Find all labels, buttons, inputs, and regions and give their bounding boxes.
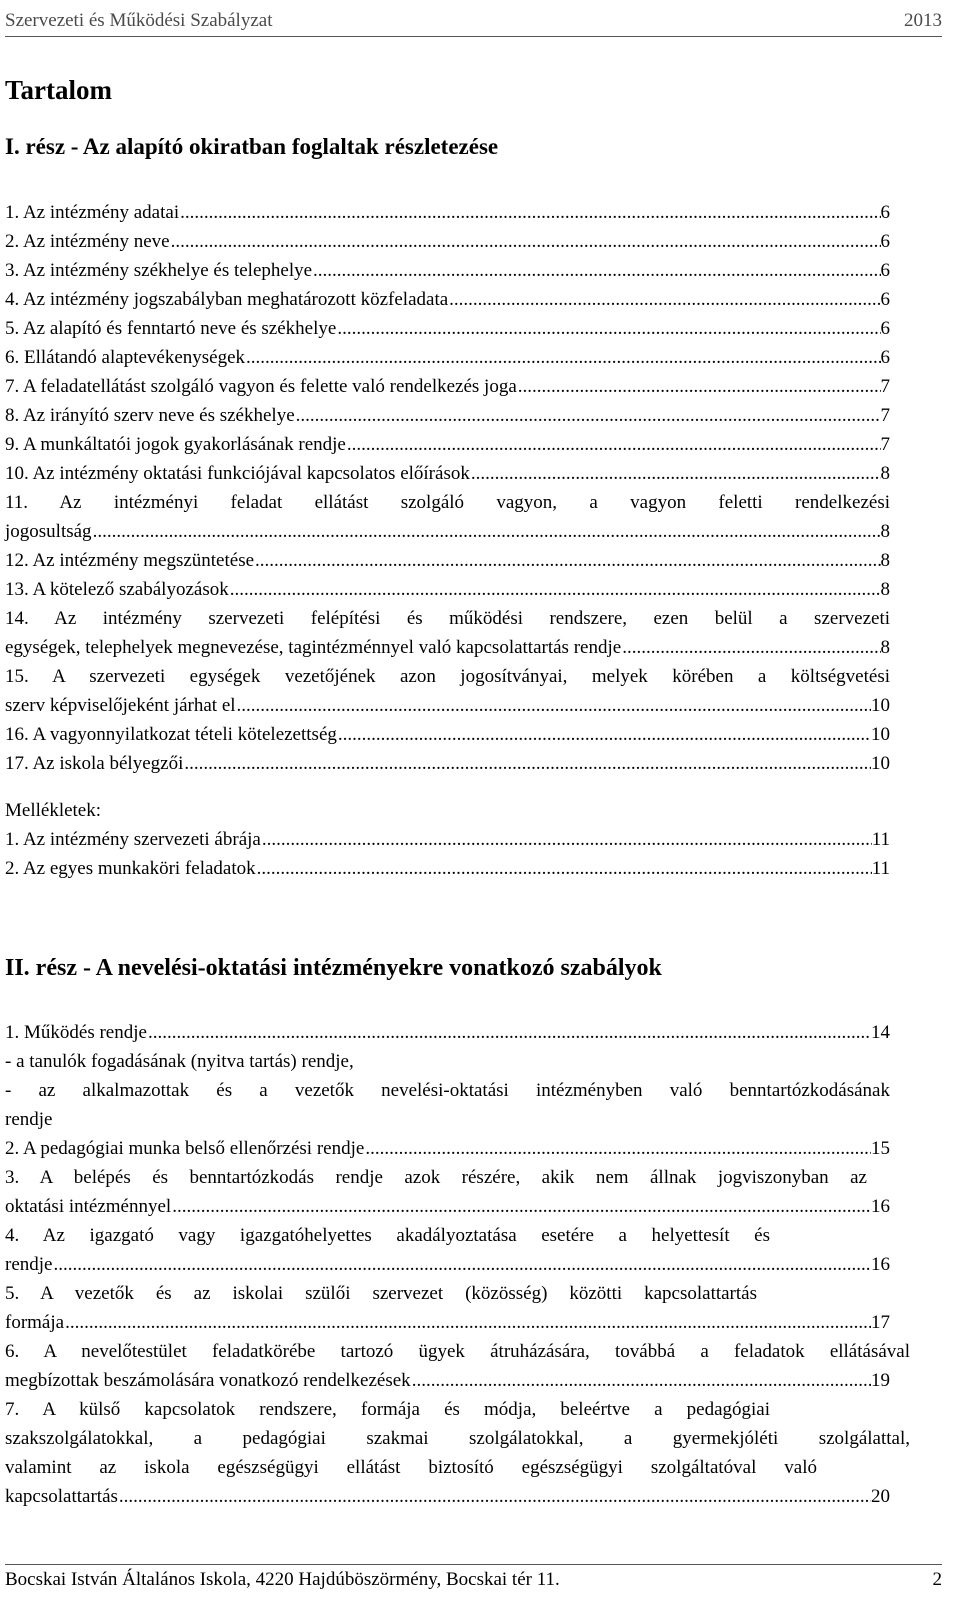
toc-entry-lead[interactable]: valamint az iskola egészségügyi ellátást biztosító egészségügyi szolgáltatóval való xyxy=(5,1457,817,1478)
toc-entry[interactable]: formája ..... 17 xyxy=(5,1308,890,1337)
toc-entry-lead[interactable]: 4. Az igazgató vagy igazgatóhelyettes akadályoztatása esetére a helyettesít és xyxy=(5,1225,770,1246)
toc-subentry: - a tanulók fogadásának (nyitva tartás) rendje, xyxy=(5,1051,354,1072)
header-year: 2013 xyxy=(904,10,942,31)
toc-entry-lead[interactable]: 5. A vezetők és az iskolai szülői szervezet (közösség) közötti kapcsolattartás xyxy=(5,1283,757,1304)
toc-entry-lead[interactable]: 14. Az intézmény szervezeti felépítési és működési rendszere, ezen belül a szervezeti xyxy=(5,608,890,629)
toc-entry[interactable]: 4. Az intézmény jogszabályban meghatározott közfeladata ..... 6 xyxy=(5,285,890,314)
toc-entry-lead[interactable]: szakszolgálatokkal, a pedagógiai szakmai szolgálatokkal, a gyermekjóléti szolgálattal, xyxy=(5,1428,910,1449)
toc-entry[interactable]: 7. A feladatellátást szolgáló vagyon és felette való rendelkezés joga ..... 7 xyxy=(5,372,890,401)
footer-page-number: 2 xyxy=(932,1569,942,1590)
footer-school-address: Bocskai István Általános Iskola, 4220 Hajdúböszörmény, Bocskai tér 11. xyxy=(5,1569,560,1590)
toc-entry[interactable]: 1. Működés rendje ..... 14 xyxy=(5,1018,890,1047)
toc-entry[interactable]: kapcsolattartás ..... 20 xyxy=(5,1482,890,1511)
toc-entry[interactable]: 17. Az iskola bélyegzői ..... 10 xyxy=(5,749,890,778)
appendices-label: Mellékletek: xyxy=(5,800,102,821)
toc-entry[interactable]: megbízottak beszámolására vonatkozó rendelkezések ..... 19 xyxy=(5,1366,890,1395)
toc-entry[interactable]: szerv képviselőjeként járhat el ..... 10 xyxy=(5,691,890,720)
toc-entry[interactable]: 5. Az alapító és fenntartó neve és székhelye ..... 6 xyxy=(5,314,890,343)
toc-entry[interactable]: 2. Az egyes munkaköri feladatok ..... 11 xyxy=(5,854,890,883)
toc-entry-lead[interactable]: 6. A nevelőtestület feladatkörébe tartozó ügyek átruházására, továbbá a feladatok ellátásával xyxy=(5,1341,910,1362)
toc-entry[interactable]: 9. A munkáltatói jogok gyakorlásának rendje ..... 7 xyxy=(5,430,890,459)
toc-entry[interactable]: 6. Ellátandó alaptevékenységek ..... 6 xyxy=(5,343,890,372)
toc-entry-lead[interactable]: 7. A külső kapcsolatok rendszere, formája és módja, beleértve a pedagógiai xyxy=(5,1399,770,1420)
toc-entry[interactable]: 16. A vagyonnyilatkozat tételi kötelezettség ..... 10 xyxy=(5,720,890,749)
part2-heading: II. rész - A nevelési-oktatási intézményekre vonatkozó szabályok xyxy=(5,955,662,981)
toc-entry[interactable]: 1. Az intézmény adatai ..... 6 xyxy=(5,198,890,227)
toc-entry[interactable]: oktatási intézménnyel ..... 16 xyxy=(5,1192,890,1221)
toc-entry-lead[interactable]: 3. A belépés és benntartózkodás rendje azok részére, akik nem állnak jogviszonyban az xyxy=(5,1167,867,1188)
toc-subentry: rendje xyxy=(5,1109,53,1130)
part2-toc xyxy=(5,1018,910,1511)
page-header xyxy=(5,6,942,37)
toc-title: Tartalom xyxy=(5,75,112,105)
toc-entry[interactable]: 8. Az irányító szerv neve és székhelye ..... 7 xyxy=(5,401,890,430)
toc-entry-lead[interactable]: 11. Az intézményi feladat ellátást szolgáló vagyon, a vagyon feletti rendelkezési xyxy=(5,492,890,513)
part1-toc xyxy=(5,198,890,778)
part1-heading: I. rész - Az alapító okiratban foglaltak részletezése xyxy=(5,134,499,159)
toc-entry[interactable]: 2. A pedagógiai munka belső ellenőrzési rendje ..... 15 xyxy=(5,1134,890,1163)
toc-entry[interactable]: 13. A kötelező szabályozások ..... 8 xyxy=(5,575,890,604)
toc-entry[interactable]: 12. Az intézmény megszüntetése ..... 8 xyxy=(5,546,890,575)
toc-entry[interactable]: 10. Az intézmény oktatási funkciójával kapcsolatos előírások ..... 8 xyxy=(5,459,890,488)
appendices xyxy=(5,796,890,883)
toc-subentry: - az alkalmazottak és a vezetők nevelési-oktatási intézményben való benntartózkodásának xyxy=(5,1080,890,1101)
toc-entry[interactable]: egységek, telephelyek megnevezése, tagintézménnyel való kapcsolattartás rendje ..... 8 xyxy=(5,633,890,662)
toc-entry[interactable]: jogosultság ..... 8 xyxy=(5,517,890,546)
toc-entry[interactable]: 3. Az intézmény székhelye és telephelye ..... 6 xyxy=(5,256,890,285)
toc-entry[interactable]: 2. Az intézmény neve ..... 6 xyxy=(5,227,890,256)
toc-entry-lead[interactable]: 15. A szervezeti egységek vezetőjének azon jogosítványai, melyek körében a költségvetési xyxy=(5,666,890,687)
toc-entry[interactable]: rendje ..... 16 xyxy=(5,1250,890,1279)
toc-entry[interactable]: 1. Az intézmény szervezeti ábrája ..... 11 xyxy=(5,825,890,854)
page-footer xyxy=(5,1564,942,1595)
header-document-title: Szervezeti és Működési Szabályzat xyxy=(5,10,273,31)
